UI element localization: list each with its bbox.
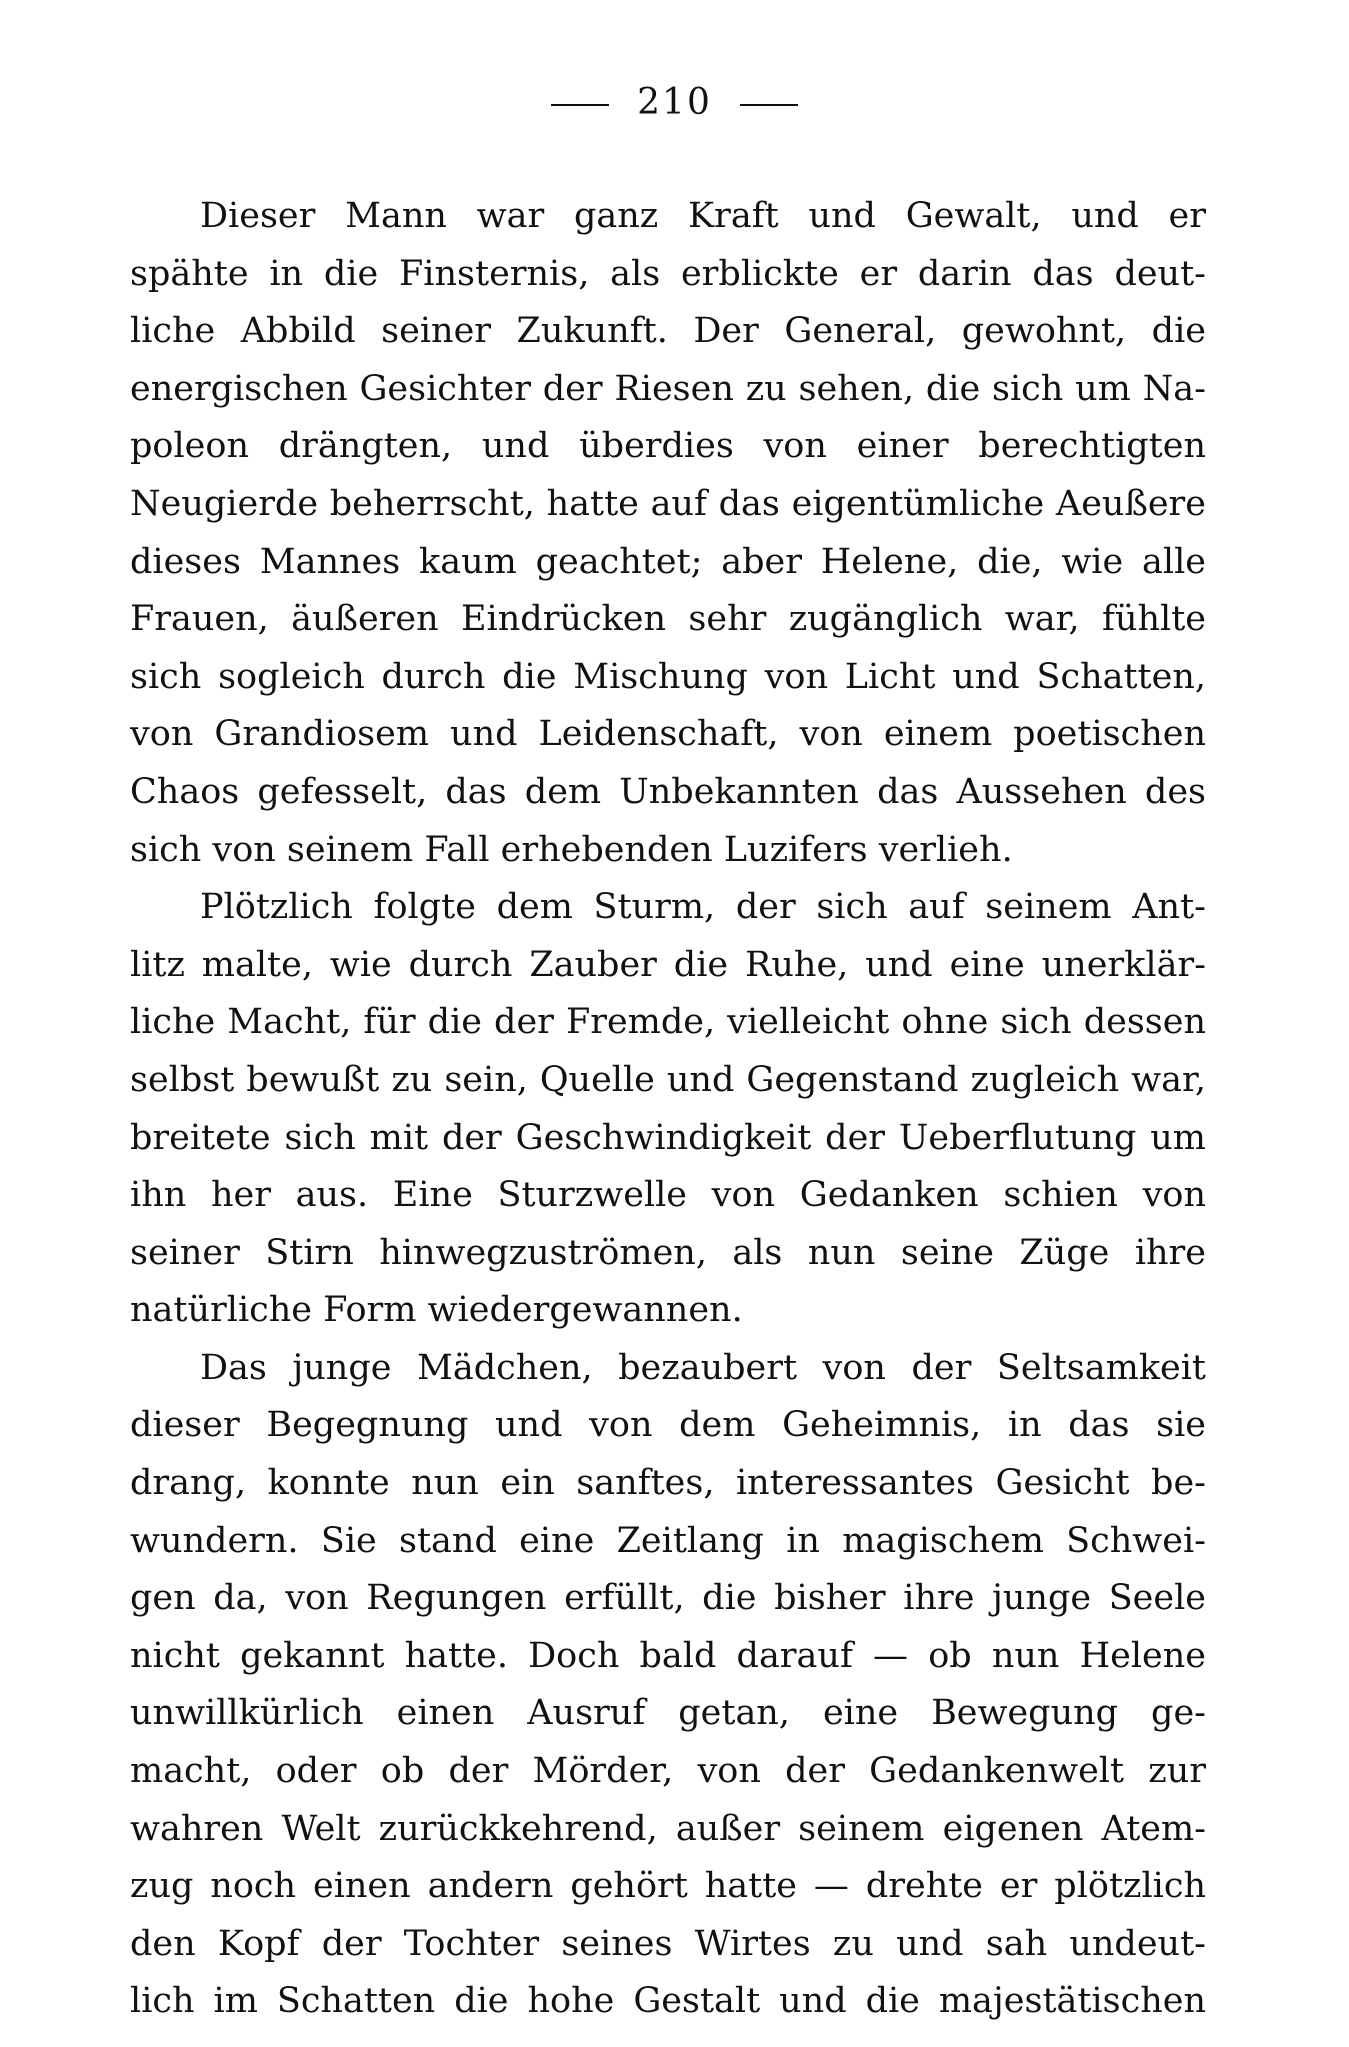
text-line: wahren Welt zurückkehrend, außer seinem eigenen Atem- <box>130 1808 1206 1849</box>
text-line: Das junge Mädchen, bezaubert von der Seltsamkeit <box>200 1347 1206 1388</box>
text-line: zug noch einen andern gehört hatte — drehte er plötzlich <box>130 1866 1206 1907</box>
text-line: dieses Mannes kaum geachtet; aber Helene, die, wie alle <box>130 541 1206 582</box>
page-number: 210 <box>637 82 712 123</box>
text-line: den Kopf der Tochter seines Wirtes zu und sah undeut- <box>130 1923 1206 1964</box>
text-line: macht, oder ob der Mörder, von der Gedankenwelt zur <box>130 1751 1206 1792</box>
text-line: dieser Begegnung und von dem Geheimnis, in das sie <box>130 1405 1206 1446</box>
text-line: nicht gekannt hatte. Doch bald darauf — ob nun Helene <box>130 1635 1206 1676</box>
left-dash <box>551 104 609 106</box>
text-line: energischen Gesichter der Riesen zu sehen, die sich um Na- <box>130 368 1206 409</box>
text-line: Chaos gefesselt, das dem Unbekannten das Aussehen des <box>130 771 1206 812</box>
text-line: Dieser Mann war ganz Kraft und Gewalt, und er <box>200 196 1206 236</box>
text-line: liche Macht, für die der Fremde, vielleicht ohne sich dessen <box>130 1002 1206 1043</box>
text-line: breitete sich mit der Geschwindigkeit der Ueberflutung um <box>130 1117 1206 1158</box>
text-line: poleon drängten, und überdies von einer berechtigten <box>130 426 1206 467</box>
text-line: drang, konnte nun ein sanftes, interessantes Gesicht be- <box>130 1463 1206 1504</box>
text-line: lich im Schatten die hohe Gestalt und die majestätischen <box>130 1981 1206 2022</box>
text-line: Neugierde beherrscht, hatte auf das eigentümliche Aeußere <box>130 483 1206 524</box>
text-line: sich von seinem Fall erhebenden Luzifers verlieh. <box>130 829 1013 870</box>
right-dash <box>740 104 798 106</box>
text-line: litz malte, wie durch Zauber die Ruhe, und eine unerklär- <box>130 944 1206 985</box>
text-line: Plötzlich folgte dem Sturm, der sich auf seinem Ant- <box>200 887 1206 928</box>
text-line: von Grandiosem und Leidenschaft, von einem poetischen <box>130 714 1206 755</box>
text-line: sich sogleich durch die Mischung von Licht und Schatten, <box>130 656 1206 697</box>
text-line: Frauen, äußeren Eindrücken sehr zugänglich war, fühlte <box>130 599 1206 640</box>
text-line: ihn her aus. Eine Sturzwelle von Gedanken schien von <box>130 1175 1206 1216</box>
text-line: natürliche Form wiedergewannen. <box>130 1290 743 1331</box>
text-line: unwillkürlich einen Ausruf getan, eine Bewegung ge- <box>130 1693 1206 1734</box>
text-line: gen da, von Regungen erfüllt, die bisher ihre junge Seele <box>130 1578 1206 1619</box>
text-line: wundern. Sie stand eine Zeitlang in magischem Schwei- <box>130 1520 1206 1561</box>
text-line: seiner Stirn hinwegzuströmen, als nun seine Züge ihre <box>130 1232 1206 1273</box>
text-line: liche Abbild seiner Zukunft. Der General, gewohnt, die <box>130 311 1206 352</box>
text-line: spähte in die Finsternis, als erblickte er darin das deut- <box>130 253 1206 294</box>
page-number-header <box>0 82 1349 123</box>
text-line: selbst bewußt zu sein, Quelle und Gegenstand zugleich war, <box>130 1059 1206 1100</box>
body-text <box>130 188 1206 2031</box>
